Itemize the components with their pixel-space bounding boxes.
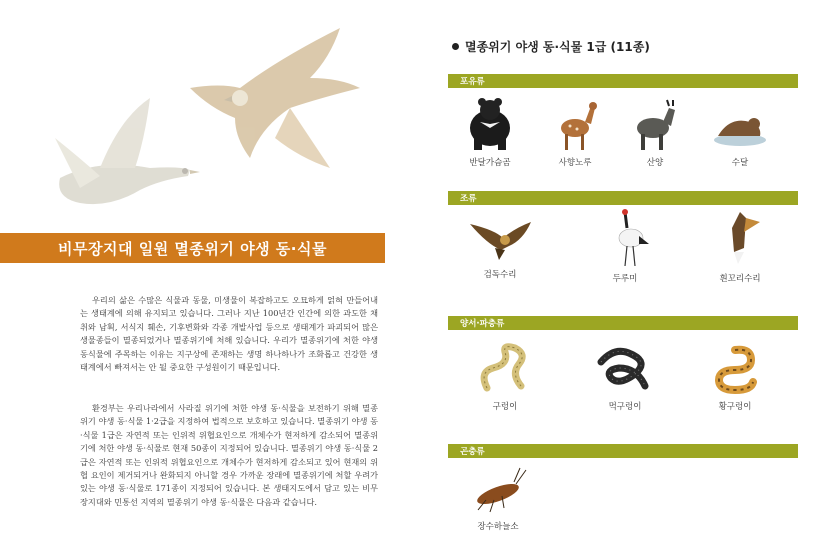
category-label: 포유류: [460, 77, 485, 87]
policy-paragraph: 환경부는 우리나라에서 사라질 위기에 처한 야생 동·식물을 보전하기 위해 멸종위기 야생 동·식물 1·2급을 지정하여 법적으로 보호하고 있습니다. 멸종위기 야생 동·식물 1급은 자연적 또는 인위적 위협요인으로 개체수가 현저하게 감소되어 멸종위기에 처한 야생 동·식물로 현재 50종이 지정되어 있습니다. 멸종위기 야생 동·식물 2급은 자연적 또는 인위적 위협요인으로 개체수가 현저하게 감소되고 있어 현재의 위협 요인이 제거되거나 완화되지 아니할 경우 가까운 장래에 멸종위기에 처할 우려가 있는 야생 동·식물로 171종이 지정되어 있습니다. 본 생태지도에서 담고 있는 비무장지대와 민통선 지역의 멸종위기 야생 동·식물은 다음과 같습니다.: [80, 403, 378, 507]
left-page: [0, 0, 410, 549]
musk-deer-icon: [545, 96, 605, 152]
animal-name: 수달: [731, 158, 749, 168]
longhorn-beetle-icon: [468, 466, 528, 516]
animal-card-longhorn-beetle: [458, 466, 538, 532]
category-label: 곤충류: [460, 447, 485, 457]
animal-name: 황구렁이: [718, 402, 752, 412]
category-label: 양서·파충류: [460, 319, 505, 329]
animal-name: 두루미: [612, 274, 638, 284]
sea-eagle-icon: [710, 208, 770, 268]
animal-name: 구렁이: [492, 402, 518, 412]
intro-paragraph: 우리의 삶은 수많은 식물과 동물, 미생물이 복잡하고도 오묘하게 얽혀 만들어내는 생태계에 의해 유지되고 있습니다. 그러나 지난 100년간 인간에 의한 과도한 채취와 남획, 서식지 훼손, 기후변화와 각종 개발사업 등으로 생태계가 파괴되어 많은 생물종들이 멸종되었거나 멸종위기에 처해 있습니다. 우리가 멸종위기에 처한 야생 동식물에 주목하는 이유는 지구상에 존재하는 생명 하나하나가 조화롭고 건강한 생태계에서 빠져서는 안 될 중요한 구성원이기 때문입니다.: [80, 295, 378, 373]
animal-name: 장수하늘소: [477, 522, 519, 532]
yellow-snake-icon: [705, 342, 765, 396]
goral-icon: [625, 96, 685, 152]
category-bar-insects: [448, 444, 798, 458]
category-label: 조류: [460, 194, 477, 204]
category-bar-mammals: [448, 74, 798, 88]
animal-card-otter: [700, 96, 780, 168]
animal-card-crane: [585, 208, 665, 284]
animal-name: 먹구렁이: [608, 402, 642, 412]
crane-icon: [595, 208, 655, 268]
animal-card-goral: [615, 96, 695, 168]
category-bar-reptiles: [448, 316, 798, 330]
page-title-bar: [0, 233, 385, 263]
golden-eagle-icon: [465, 210, 535, 264]
birds-illustration: [40, 18, 380, 228]
animal-name: 흰꼬리수리: [719, 274, 761, 284]
black-snake-icon: [595, 342, 655, 396]
otter-icon: [710, 96, 770, 152]
section-title: 멸종위기 야생 동·식물 1급 (11종): [465, 40, 650, 54]
bear-icon: [460, 96, 520, 152]
animal-card-yellow-snake: [695, 342, 775, 412]
animal-card-black-snake: [585, 342, 665, 412]
animal-name: 산양: [646, 158, 664, 168]
page-title: 비무장지대 일원 멸종위기 야생 동·식물: [58, 239, 327, 258]
rat-snake-icon: [475, 342, 535, 396]
bullet-icon: [452, 43, 459, 50]
animal-card-golden-eagle: [460, 210, 540, 280]
section-heading: [452, 38, 650, 55]
animal-name: 검독수리: [483, 270, 517, 280]
animal-card-bear: [450, 96, 530, 168]
animal-card-sea-eagle: [700, 208, 780, 284]
animal-card-rat-snake: [465, 342, 545, 412]
category-bar-birds: [448, 191, 798, 205]
animal-name: 반달가슴곰: [469, 158, 511, 168]
animal-name: 사향노루: [558, 158, 592, 168]
animal-card-musk-deer: [535, 96, 615, 168]
right-page: [430, 0, 823, 549]
